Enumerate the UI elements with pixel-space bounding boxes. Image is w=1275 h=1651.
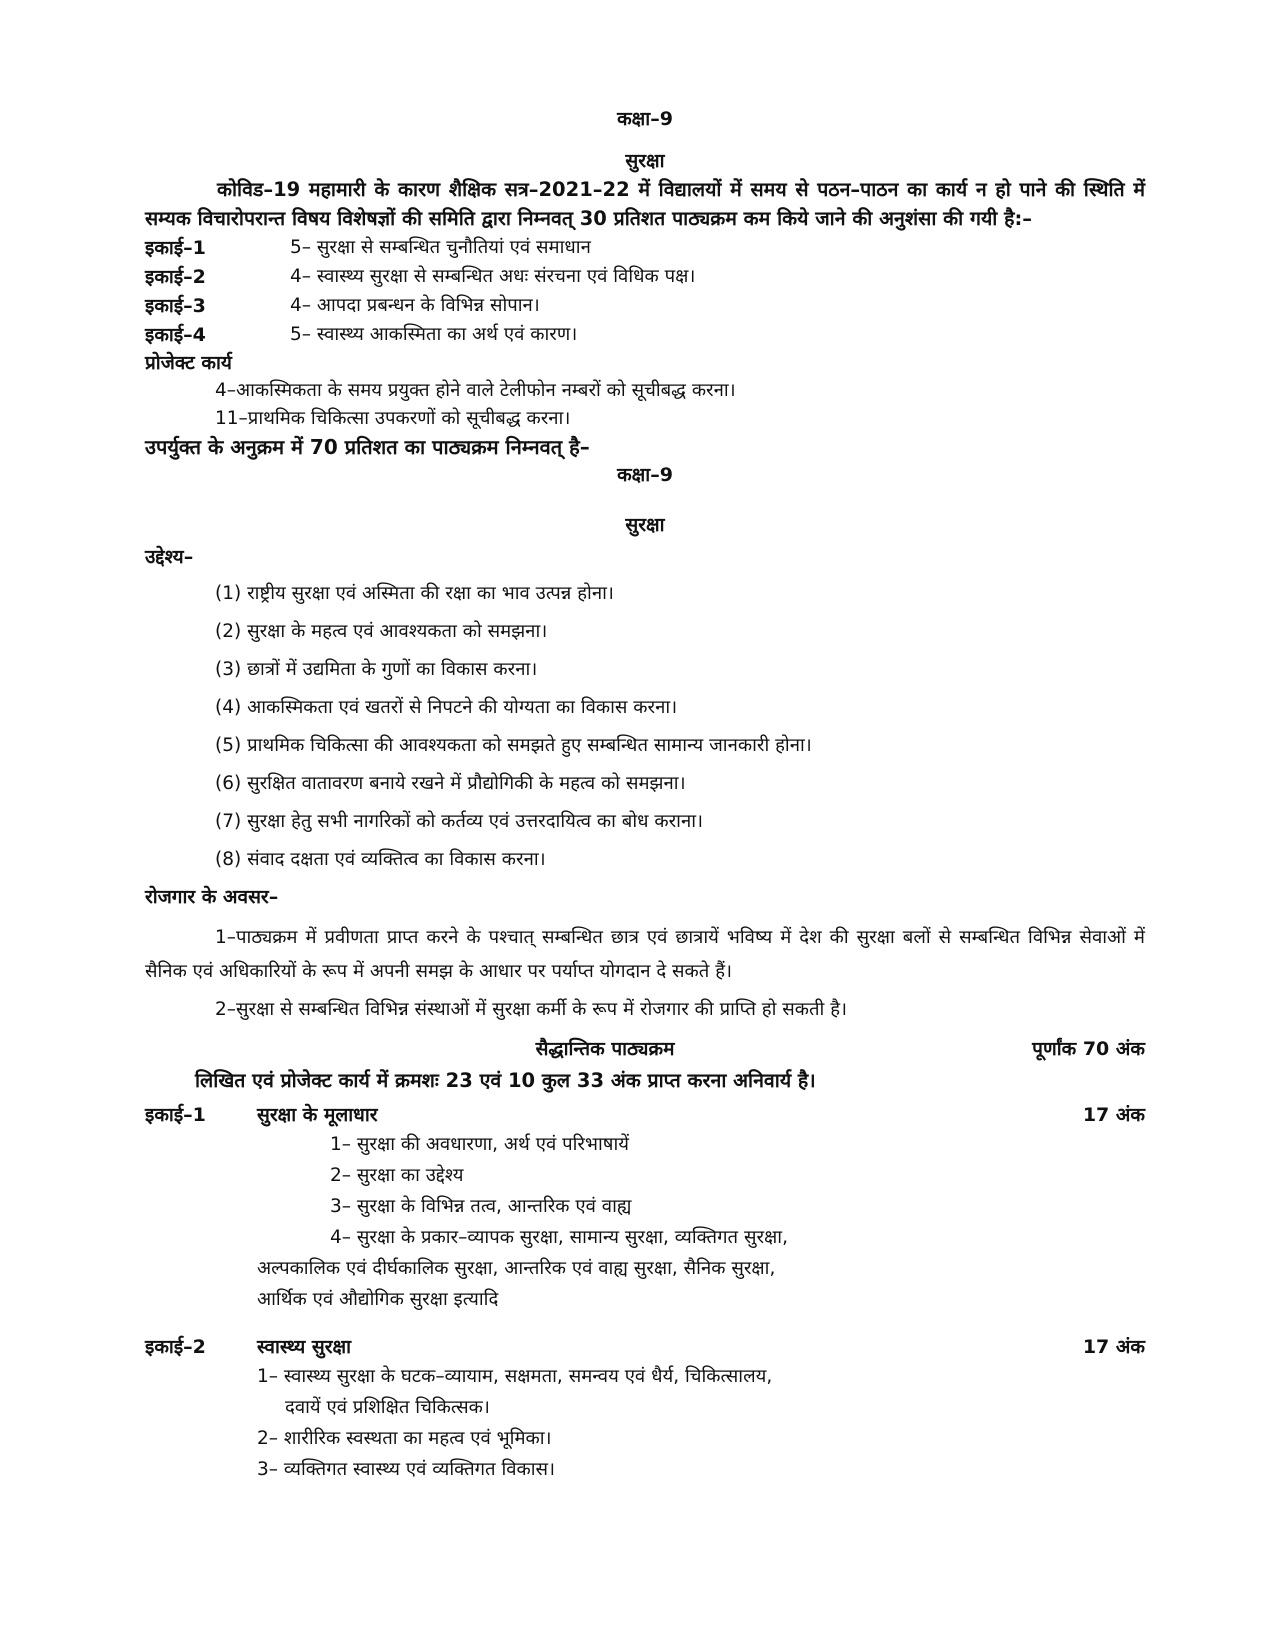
class-title: कक्षा–9 [617,108,673,130]
employment-paragraph-2: 2–सुरक्षा से सम्बन्धित विभिन्न संस्थाओं में सुरक्षा कर्मी के रूप में रोजगार की प्राप्ति हो सकती है। [215,999,848,1020]
unit-label: इकाई–2 [145,1336,206,1358]
employment-paragraph-1: 1–पाठ्यक्रम में प्रवीणता प्राप्त करने के पश्चात् सम्बन्धित छात्र एवं छात्रायें भविष्य में देश की सुरक्षा बलों से सम्बन्धित विभिन्न सेवाओं में सैनिक एवं अधिकारियों के रूप में अपनी समझ के आधार पर पर्याप्त योगदान दे सकते हैं। [145,927,1145,982]
unit-text: 4– आपदा प्रबन्धन के विभिन्न सोपान। [290,294,540,316]
list-item: (5) प्राथमिक चिकित्सा की आवश्यकता को समझते हुए सम्बन्धित सामान्य जानकारी होना। [215,735,812,756]
list-item: (3) छात्रों में उद्यमिता के गुणों का विकास करना। [215,659,538,680]
unit-marks: 17 अंक [1082,1104,1145,1126]
class-title-2: कक्षा–9 [617,464,673,486]
list-item: 4– सुरक्षा के प्रकार–व्यापक सुरक्षा, सामान्य सुरक्षा, व्यक्तिगत सुरक्षा, [330,1227,788,1248]
list-item: 1– सुरक्षा की अवधारणा, अर्थ एवं परिभाषायें [330,1134,629,1155]
list-item: (1) राष्ट्रीय सुरक्षा एवं अस्मिता की रक्षा का भाव उत्पन्न होना। [215,583,614,604]
list-item [145,262,1145,291]
unit-2-header [145,1333,1145,1361]
project-item: 11–प्राथमिक चिकित्सा उपकरणों को सूचीबद्ध करना। [215,408,571,429]
unit-text: 5– सुरक्षा से सम्बन्धित चुनौतियां एवं समाधान [290,236,591,258]
unit-label: इकाई–2 [145,265,206,288]
project-item: 4–आकस्मिकता के समय प्रयुक्त होने वाले टेलीफोन नम्बरों को सूचीबद्ध करना। [215,380,736,401]
list-item [145,320,1145,349]
objectives-label: उद्देश्य– [145,546,194,568]
unit-text: 5– स्वास्थ्य आकस्मिता का अर्थ एवं कारण। [290,323,578,345]
intro-paragraph: कोविड–19 महामारी के कारण शैक्षिक सत्र–2021–22 में विद्यालयों में समय से पठन–पाठन का कार्य न हो पाने की स्थिति में सम्यक विचारोपरान्त विषय विशेषज्ञों की समिति द्वारा निम्नवत् 30 प्रतिशत पाठ्यक्रम कम किये जाने की अनुशंसा की गयी है:– [145,178,1145,230]
list-item [145,233,1145,262]
list-item: 2– सुरक्षा का उद्देश्य [330,1165,464,1186]
unit-text: 4– स्वास्थ्य सुरक्षा से सम्बन्धित अधः संरचना एवं विधिक पक्ष। [290,265,696,287]
list-item: 1– स्वास्थ्य सुरक्षा के घटक–व्यायाम, सक्षमता, समन्वय एवं धैर्य, चिकित्सालय, [257,1366,773,1387]
list-item: (4) आकस्मिकता एवं खतरों से निपटने की योग्यता का विकास करना। [215,697,678,718]
unit-title: स्वास्थ्य सुरक्षा [257,1336,352,1358]
subject-title: सुरक्षा [625,150,665,172]
unit-label: इकाई–1 [145,1104,206,1126]
employment-label: रोजगार के अवसर– [145,886,279,908]
list-item: (8) संवाद दक्षता एवं व्यक्तित्व का विकास करना। [215,849,546,870]
list-item-continued: अल्पकालिक एवं दीर्घकालिक सुरक्षा, आन्तरिक एवं वाह्य सुरक्षा, सैनिक सुरक्षा, [257,1258,776,1279]
list-item: 3– सुरक्षा के विभिन्न तत्व, आन्तरिक एवं वाह्य [330,1196,632,1217]
seventy-percent-heading: उपर्युक्त के अनुक्रम में 70 प्रतिशत का पाठ्यक्रम निम्नवत् है– [145,435,590,459]
unit-1-header [145,1101,1145,1129]
unit-label: इकाई–3 [145,294,206,317]
list-item-continued: दवायें एवं प्रशिक्षित चिकित्सक। [285,1397,490,1418]
list-item: (6) सुरक्षित वातावरण बनाये रखने में प्रौद्योगिकी के महत्व को समझना। [215,773,686,794]
theory-title: सैद्धान्तिक पाठ्यक्रम [535,1038,675,1060]
list-item-continued: आर्थिक एवं औद्योगिक सुरक्षा इत्यादि [257,1289,499,1310]
reduced-units-list [145,233,1145,349]
unit-title: सुरक्षा के मूलाधार [257,1104,378,1126]
theory-header [145,1035,1145,1063]
unit-label: इकाई–4 [145,323,206,346]
list-item: (2) सुरक्षा के महत्व एवं आवश्यकता को समझना। [215,621,548,642]
project-label: प्रोजेक्ट कार्य [145,352,232,374]
list-item: 3– व्यक्तिगत स्वास्थ्य एवं व्यक्तिगत विकास। [257,1459,556,1480]
list-item: (7) सुरक्षा हेतु सभी नागरिकों को कर्तव्य एवं उत्तरदायित्व का बोध कराना। [215,811,704,832]
mandatory-note: लिखित एवं प्रोजेक्ट कार्य में क्रमशः 23 एवं 10 कुल 33 अंक प्राप्त करना अनिवार्य है। [195,1069,816,1092]
list-item [145,291,1145,320]
list-item: 2– शारीरिक स्वस्थता का महत्व एवं भूमिका। [257,1428,552,1449]
subject-title-2: सुरक्षा [625,514,665,536]
unit-label: इकाई–1 [145,236,206,259]
objectives-list [145,575,1145,879]
unit-marks: 17 अंक [1082,1336,1145,1358]
full-marks: पूर्णांक 70 अंक [1032,1038,1145,1060]
